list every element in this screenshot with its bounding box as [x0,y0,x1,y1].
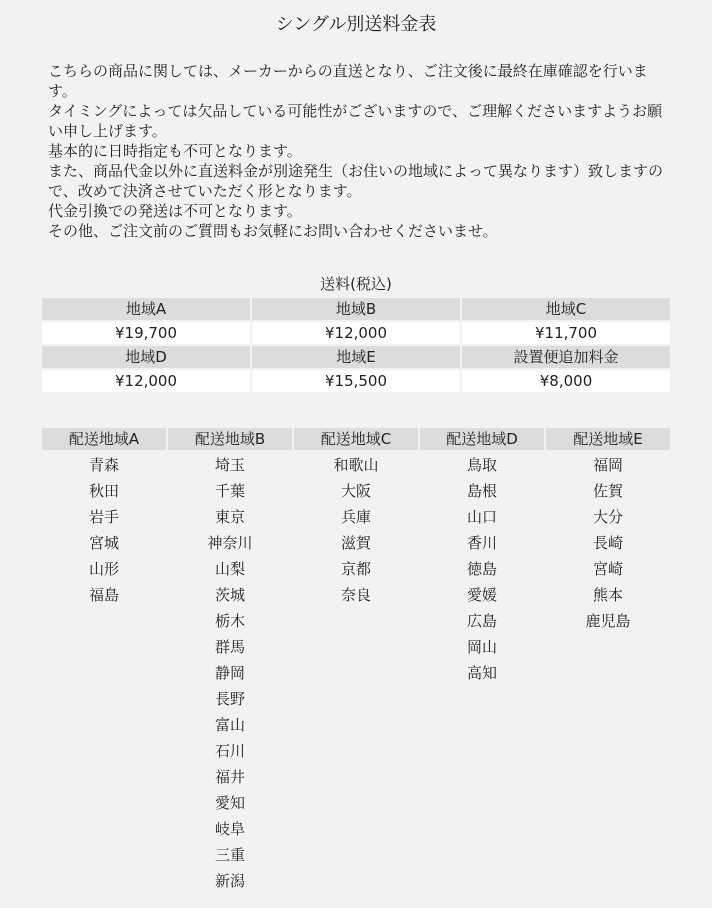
fee-region-header: 地域A [42,298,250,320]
prefecture-item: 鳥取 [466,456,497,474]
prefecture-item: 長野 [214,690,245,708]
prefecture-item: 奈良 [340,586,371,604]
area-header-row [42,428,670,450]
prefecture-item: 石川 [214,742,245,760]
notice-text [48,61,668,241]
area-list-row [42,452,670,894]
prefecture-item: 愛知 [214,794,245,812]
fee-value-row [42,322,670,344]
notice-line: 代金引換での発送は不可となります。 [48,202,302,220]
prefecture-item: 和歌山 [333,456,379,474]
prefecture-item: 千葉 [214,482,245,500]
prefecture-item: 群馬 [214,638,245,656]
prefecture-item: 徳島 [466,560,497,578]
area-column [420,452,544,894]
fee-value: ¥11,700 [462,322,670,344]
prefecture-item: 栃木 [214,612,245,630]
area-column [546,452,670,894]
prefecture-item: 茨城 [214,586,245,604]
notice-line: また、商品代金以外に直送料金が別途発生（お住いの地域によって異なります）致しますので、改めて決済させていただく形となります。 [48,162,664,200]
area-column [294,452,418,894]
prefecture-item: 島根 [466,482,497,500]
prefecture-item: 大分 [592,508,623,526]
notice-line: こちらの商品に関しては、メーカーからの直送となり、ご注文後に最終在庫確認を行います。 [48,62,648,100]
prefecture-item: 滋賀 [340,534,371,552]
fee-region-header: 地域E [252,346,460,368]
prefecture-item: 香川 [466,534,497,552]
prefecture-item: 岩手 [88,508,119,526]
prefecture-item: 新潟 [214,872,245,890]
prefecture-item: 岐阜 [214,820,245,838]
fee-value-row [42,370,670,392]
prefecture-item: 埼玉 [214,456,245,474]
prefecture-item: 高知 [466,664,497,682]
fee-value: ¥15,500 [252,370,460,392]
prefecture-item: 三重 [214,846,245,864]
prefecture-item: 鹿児島 [585,612,631,630]
fee-header-row [42,298,670,320]
prefecture-item: 山形 [88,560,119,578]
prefecture-item: 広島 [466,612,497,630]
prefecture-item: 佐賀 [592,482,623,500]
prefecture-item: 岡山 [466,638,497,656]
prefecture-item: 山口 [466,508,497,526]
area-column [168,452,292,894]
area-column-header: 配送地域A [42,428,166,450]
prefecture-item: 秋田 [88,482,119,500]
prefecture-item: 山梨 [214,560,245,578]
prefecture-item: 京都 [340,560,371,578]
area-column-header: 配送地域E [546,428,670,450]
prefecture-item: 東京 [214,508,245,526]
prefecture-item: 宮崎 [592,560,623,578]
fee-region-header: 設置便追加料金 [462,346,670,368]
area-column [42,452,166,894]
prefecture-item: 兵庫 [340,508,371,526]
notice-line: その他、ご注文前のご質問もお気軽にお問い合わせくださいませ。 [48,222,498,240]
prefecture-item: 熊本 [592,586,623,604]
notice-line: タイミングによっては欠品している可能性がございますので、ご理解くださいますようお願い申し上げます。 [48,102,663,140]
prefecture-item: 青森 [88,456,119,474]
fee-value: ¥12,000 [42,370,250,392]
prefecture-item: 富山 [214,716,245,734]
fee-region-header: 地域C [462,298,670,320]
prefecture-item: 長崎 [592,534,623,552]
notice-line: 基本的に日時指定も不可となります。 [48,142,302,160]
area-column-header: 配送地域B [168,428,292,450]
fee-value: ¥19,700 [42,322,250,344]
prefecture-item: 静岡 [214,664,245,682]
prefecture-item: 福島 [88,586,119,604]
fee-table-caption: 送料(税込) [320,275,392,293]
prefecture-item: 福井 [214,768,245,786]
area-column-header: 配送地域C [294,428,418,450]
page-title: シングル別送料金表 [275,14,437,35]
fee-region-header: 地域B [252,298,460,320]
prefecture-item: 大阪 [340,482,371,500]
prefecture-item: 福岡 [592,456,623,474]
prefecture-item: 愛媛 [466,586,497,604]
prefecture-item: 宮城 [88,534,119,552]
area-column-header: 配送地域D [420,428,544,450]
fee-header-row [42,346,670,368]
fee-value: ¥12,000 [252,322,460,344]
shipping-fee-table [40,296,672,394]
prefecture-item: 神奈川 [207,534,253,552]
delivery-area-table [40,426,672,896]
fee-value: ¥8,000 [462,370,670,392]
fee-region-header: 地域D [42,346,250,368]
